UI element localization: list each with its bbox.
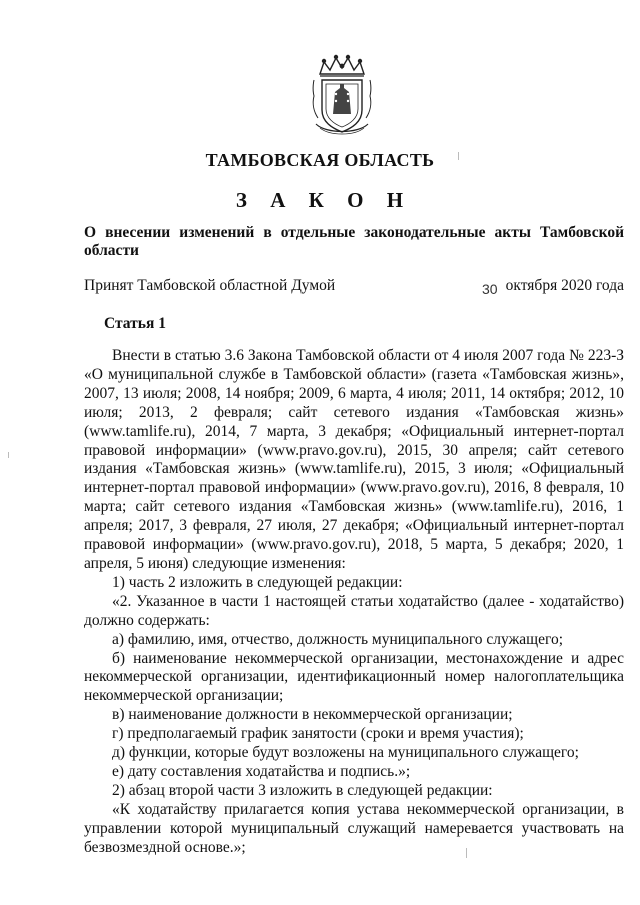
- article-paragraph: 2) абзац второй части 3 изложить в следующей редакции:: [112, 781, 493, 799]
- article-paragraph: а) фамилию, имя, отчество, должность муниципального служащего;: [112, 630, 564, 648]
- scan-artifact: [8, 452, 9, 458]
- scan-artifact: [466, 848, 467, 858]
- law-subject: О внесении изменений в отдельные законодательные акты Тамбовской области: [84, 224, 624, 259]
- article-paragraph: Внести в статью 3.6 Закона Тамбовской области от 4 июля 2007 года № 223-З «О муниципальной службе в Тамбовской области» (газета «Тамбовская жизнь», 2007, 13 июля; 2008, 14 ноября; 2009, 6 марта, 4 июля; 2011, 14 октября; 2012, 10 июля; 2013, 2 февраля; сайт сетевого издания «Тамбовская жизнь» (www.tamlife.ru), 2014, 7 марта, 3 декабря; «Официальный интернет-портал правовой информации» (www.pravo.gov.ru), 2015, 30 апреля; сайт сетевого издания «Тамбовская жизнь» (www.tamlife.ru), 2015, 3 июля; «Официальный интернет-портал правовой информации» (www.pravo.gov.ru), 2016, 8 февраля, 10 марта; сайт сетевого издания «Тамбовская жизнь» (www.tamlife.ru), 2016, 1 апреля; 2017, 3 февраля, 27 июля, 27 декабря; «Официальный интернет-портал правовой информации» (www.pravo.gov.ru), 2018, 5 марта, 5 декабря; 2020, 1 апреля, 5 июня) следующие изменения:: [84, 347, 624, 572]
- document-kind: З А К О Н: [235, 188, 413, 212]
- article-paragraph: в) наименование должности в некоммерческой организации;: [112, 706, 513, 724]
- article-paragraph: 1) часть 2 изложить в следующей редакции:: [112, 573, 403, 591]
- adoption-month-year: октября 2020 года: [505, 277, 624, 294]
- article-paragraph: «2. Указанное в части 1 настоящей статьи ходатайство (далее - ходатайство) должно содержать:: [84, 592, 624, 629]
- article-body: [84, 347, 624, 857]
- coat-of-arms-emblem: [306, 54, 378, 138]
- article-paragraph: д) функции, которые будут возложены на муниципального служащего;: [112, 744, 579, 762]
- article-paragraph: г) предполагаемый график занятости (сроки и время участия);: [112, 725, 524, 743]
- adopted-by: Принят Тамбовской областной Думой: [84, 277, 336, 294]
- adoption-day: 30: [482, 281, 498, 297]
- article-title: Статья 1: [104, 315, 166, 332]
- article-paragraph: е) дату составления ходатайства и подпись.»;: [112, 762, 411, 780]
- adoption-line: [84, 277, 624, 295]
- article-paragraph: «К ходатайству прилагается копия устава некоммерческой организации, в управлении которой муниципальный служащий намеревается участвовать на безвозмездной основе.»;: [84, 800, 624, 856]
- article-paragraph: б) наименование некоммерческой организации, местонахождение и адрес некоммерческой организации, идентификационный номер налогоплательщика некоммерческой организации;: [84, 649, 624, 705]
- scan-artifact: [458, 152, 459, 160]
- region-title: ТАМБОВСКАЯ ОБЛАСТЬ: [205, 150, 435, 170]
